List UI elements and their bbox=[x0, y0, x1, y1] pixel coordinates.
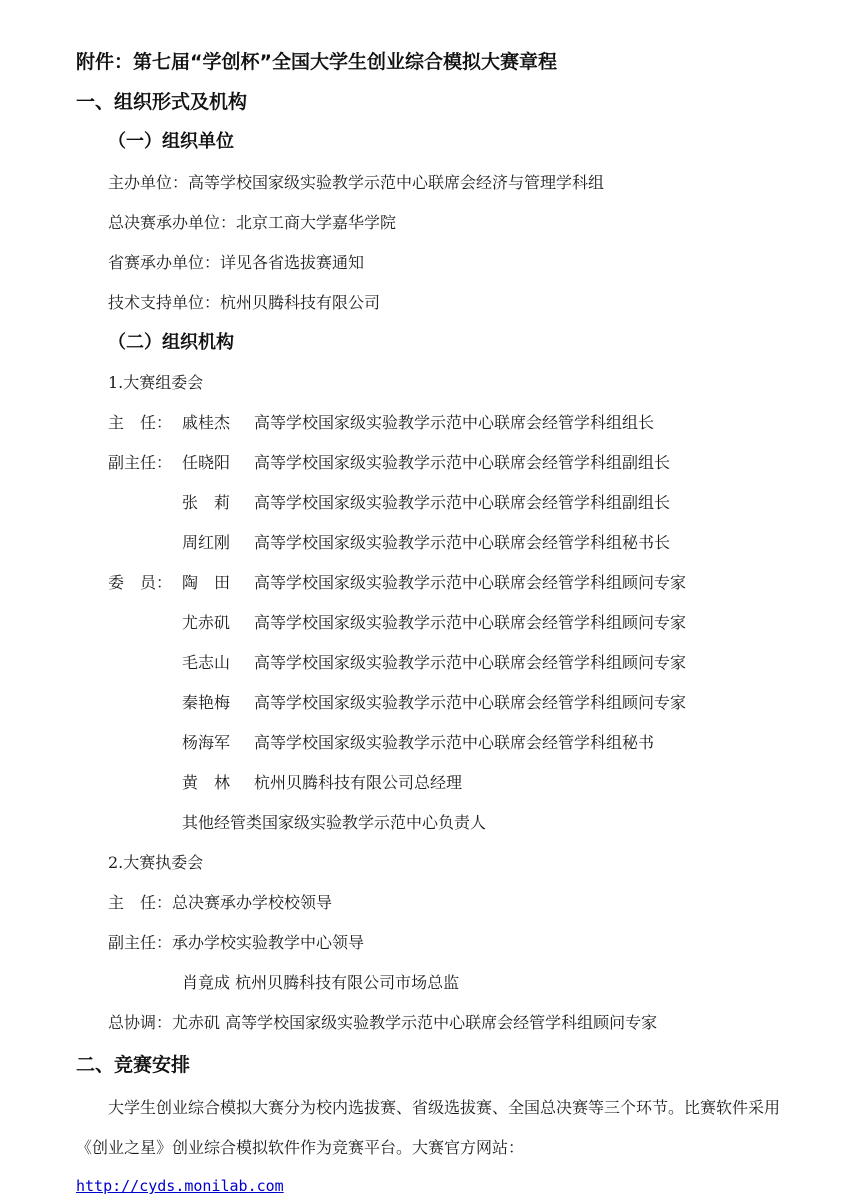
person-title: 高等学校国家级实验教学示范中心联席会经管学科组顾问专家 bbox=[254, 573, 687, 592]
person-name: 张 莉 bbox=[182, 493, 231, 512]
executive-director-line: 主 任：总决赛承办学校校领导 bbox=[108, 893, 333, 912]
committee-member-row bbox=[0, 651, 851, 675]
person-name: 尤赤矶 bbox=[182, 613, 231, 632]
arrangement-paragraph: 大学生创业综合模拟大赛分为校内选拔赛、省级选拔赛、全国总决赛等三个环节。比赛软件采用《创业之星》创业综合模拟软件作为竞赛平台。大赛官方网站： bbox=[76, 1098, 781, 1157]
person-title: 高等学校国家级实验教学示范中心联席会经管学科组顾问专家 bbox=[254, 613, 687, 632]
person-title: 高等学校国家级实验教学示范中心联席会经管学科组组长 bbox=[254, 413, 655, 432]
executive-label: 2.大赛执委会 bbox=[108, 853, 204, 872]
host-unit-line: 主办单位：高等学校国家级实验教学示范中心联席会经济与管理学科组 bbox=[108, 173, 605, 192]
official-website-link[interactable]: http://cyds.monilab.com bbox=[76, 1177, 284, 1195]
person-name: 秦艳梅 bbox=[182, 693, 231, 712]
person-name: 黄 林 bbox=[182, 773, 231, 792]
person-name: 任晓阳 bbox=[182, 453, 231, 472]
committee-member-row bbox=[0, 731, 851, 755]
committee-member-row bbox=[0, 571, 851, 595]
provincial-host-line: 省赛承办单位：详见各省选拔赛通知 bbox=[108, 253, 365, 272]
document-title: 附件：第七届“学创杯”全国大学生创业综合模拟大赛章程 bbox=[76, 51, 557, 73]
person-name: 杨海军 bbox=[182, 733, 231, 752]
role-label: 副主任： bbox=[108, 453, 173, 472]
section-heading-arrangement: 二、竞赛安排 bbox=[76, 1054, 191, 1076]
person-title: 高等学校国家级实验教学示范中心联席会经管学科组顾问专家 bbox=[254, 693, 687, 712]
committee-director-row bbox=[0, 411, 851, 435]
committee-others-line: 其他经管类国家级实验教学示范中心负责人 bbox=[182, 813, 487, 832]
subsection-heading-structure: （二）组织机构 bbox=[108, 332, 234, 353]
subsection-heading-units: （一）组织单位 bbox=[108, 131, 234, 152]
executive-deputy2-line: 肖竟成 杭州贝腾科技有限公司市场总监 bbox=[182, 973, 460, 992]
person-title: 高等学校国家级实验教学示范中心联席会经管学科组秘书 bbox=[254, 733, 655, 752]
person-title: 杭州贝腾科技有限公司总经理 bbox=[254, 773, 463, 792]
person-name: 周红刚 bbox=[182, 533, 231, 552]
person-name: 戚桂杰 bbox=[182, 413, 231, 432]
role-label: 委 员： bbox=[108, 573, 173, 592]
committee-member-row bbox=[0, 771, 851, 795]
person-name: 陶 田 bbox=[182, 573, 231, 592]
executive-coordinator-line: 总协调：尤赤矶 高等学校国家级实验教学示范中心联席会经管学科组顾问专家 bbox=[108, 1013, 658, 1032]
person-title: 高等学校国家级实验教学示范中心联席会经管学科组顾问专家 bbox=[254, 653, 687, 672]
section-heading-organization: 一、组织形式及机构 bbox=[76, 91, 248, 113]
person-name: 毛志山 bbox=[182, 653, 231, 672]
committee-deputy-row bbox=[0, 451, 851, 475]
committee-member-row bbox=[0, 611, 851, 635]
executive-deputy-line: 副主任：承办学校实验教学中心领导 bbox=[108, 933, 365, 952]
committee-label: 1.大赛组委会 bbox=[108, 373, 204, 392]
person-title: 高等学校国家级实验教学示范中心联席会经管学科组副组长 bbox=[254, 453, 671, 472]
committee-member-row bbox=[0, 691, 851, 715]
final-host-line: 总决赛承办单位：北京工商大学嘉华学院 bbox=[108, 213, 397, 232]
person-title: 高等学校国家级实验教学示范中心联席会经管学科组副组长 bbox=[254, 493, 671, 512]
committee-deputy-row bbox=[0, 491, 851, 515]
committee-deputy-row bbox=[0, 531, 851, 555]
person-title: 高等学校国家级实验教学示范中心联席会经管学科组秘书长 bbox=[254, 533, 671, 552]
role-label: 主 任： bbox=[108, 413, 173, 432]
tech-support-line: 技术支持单位：杭州贝腾科技有限公司 bbox=[108, 293, 381, 312]
